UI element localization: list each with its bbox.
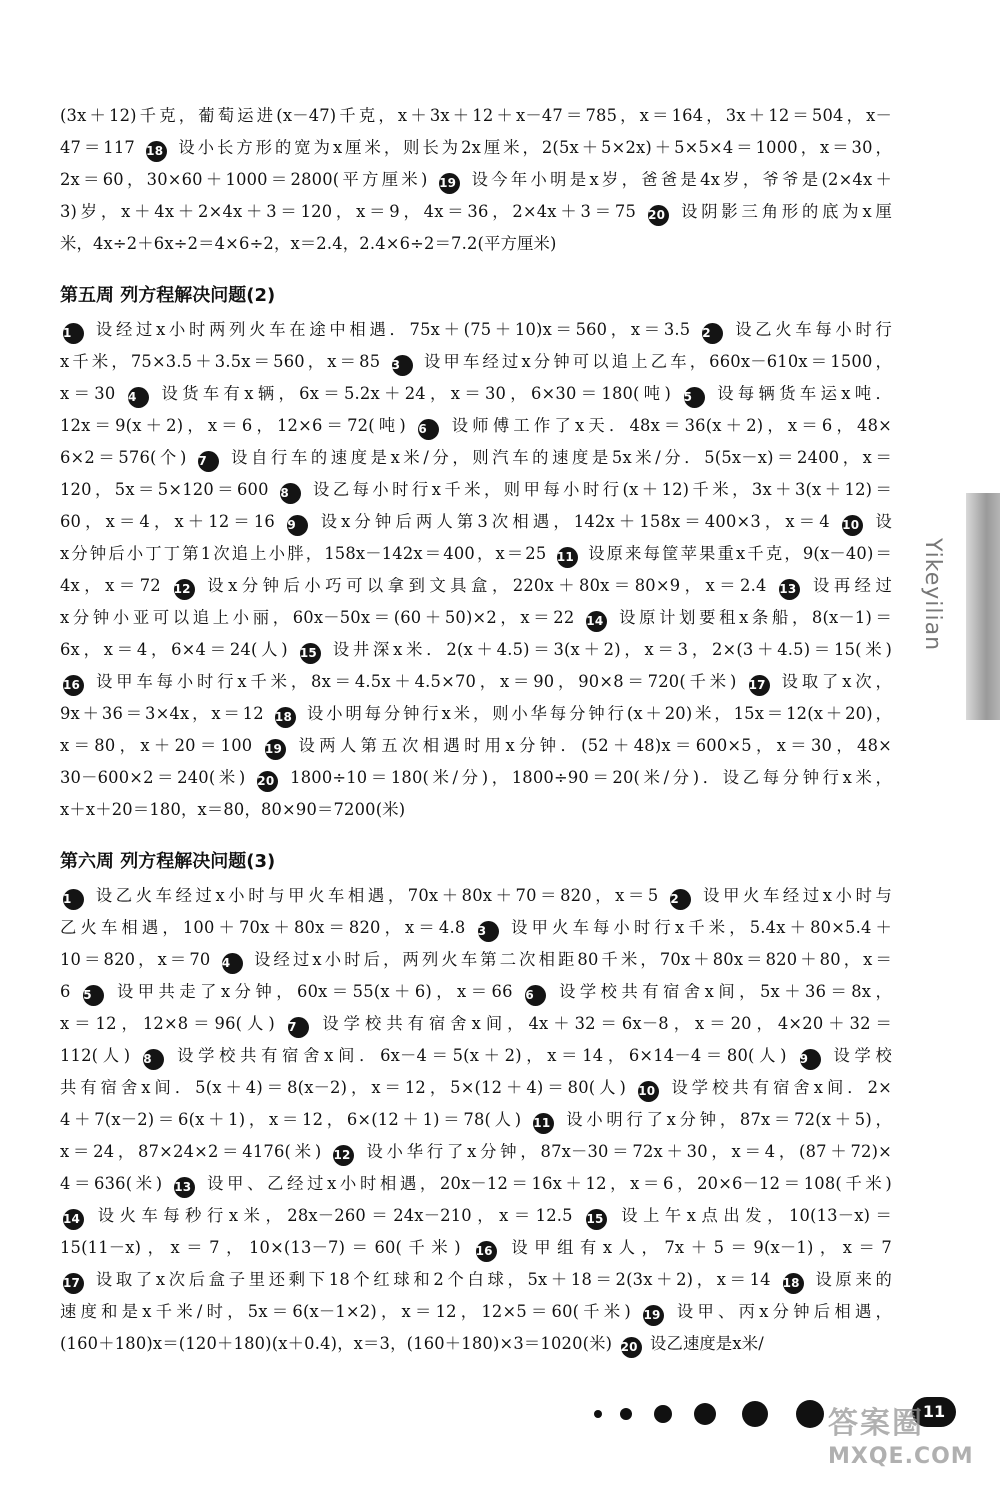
text-line bbox=[60, 1296, 892, 1328]
answer-text: 设甲火车每小时行x千米，5.4x＋80×5.4＋ bbox=[501, 918, 893, 937]
dot-2 bbox=[620, 1408, 632, 1420]
answer-text: 47＝117 bbox=[60, 138, 144, 157]
dot-1 bbox=[594, 1410, 602, 1418]
answer-text: 设 bbox=[866, 512, 893, 531]
text-line bbox=[60, 442, 892, 474]
text-line bbox=[60, 794, 892, 826]
question-number-badge: 4 bbox=[222, 953, 243, 974]
answer-text: 6 bbox=[60, 982, 81, 1001]
answer-text: 设每辆货车运x吨． bbox=[707, 384, 893, 403]
answer-text: x分钟小亚可以追上小丽，60x－50x＝(60＋50)×2，x＝22 bbox=[60, 608, 584, 627]
answer-text: 6×2＝576(个) bbox=[60, 448, 196, 467]
week6-heading: 第六周 列方程解决问题(3) bbox=[60, 851, 276, 872]
text-line bbox=[60, 666, 892, 698]
question-number-badge: 7 bbox=[288, 1017, 309, 1038]
answer-text: 6x，x＝4，6×4＝24(人) bbox=[60, 640, 297, 659]
side-tab bbox=[966, 493, 1000, 720]
answer-text: 设甲组有x人，7x＋5＝9(x－1)，x＝7 bbox=[499, 1238, 892, 1257]
answer-text: x＝24，87×24×2＝4176(米) bbox=[60, 1142, 331, 1161]
answer-text: 设学校共有宿舍x间．6x－4＝5(x＋2)，x＝14，6×14－4＝80(人) bbox=[167, 1046, 797, 1065]
question-number-badge: 2 bbox=[670, 889, 691, 910]
answer-text: 15(11－x)，x＝7，10×(13－7)＝60(千米) bbox=[60, 1238, 473, 1257]
answer-text: 设小明每分钟行x米，则小华每分钟行(x＋20)米，15x＝12(x＋20)， bbox=[298, 704, 892, 723]
answer-text: 设乙火车每小时行 bbox=[726, 320, 893, 339]
answer-text: 60，x＝4，x＋12＝16 bbox=[60, 512, 285, 531]
question-number-badge: 9 bbox=[287, 515, 308, 536]
text-line bbox=[60, 346, 892, 378]
question-number-badge: 6 bbox=[525, 985, 546, 1006]
answer-text: 10＝820，x＝70 bbox=[60, 950, 219, 969]
text-line bbox=[60, 730, 892, 762]
question-number-badge: 19 bbox=[265, 739, 286, 760]
dot-6 bbox=[796, 1400, 824, 1428]
answer-text: 4x，x＝72 bbox=[60, 576, 171, 595]
question-number-badge: 19 bbox=[643, 1305, 664, 1326]
answer-text: 设乙火车经过x小时与甲火车相遇，70x＋80x＋70＝820，x＝5 bbox=[87, 886, 668, 905]
answer-text: 设x分钟后小巧可以拿到文具盒，220x＋80x＝80×9，x＝2.4 bbox=[197, 576, 777, 595]
answer-text: 设火车每秒行x米，28x－260＝24x－210，x＝12.5 bbox=[87, 1206, 584, 1225]
answer-text: 30－600×2＝240(米) bbox=[60, 768, 255, 787]
text-line bbox=[60, 912, 892, 944]
answer-text: 设师傅工作了x天．48x＝36(x＋2)，x＝6，48× bbox=[442, 416, 893, 435]
week5-heading: 第五周 列方程解决问题(2) bbox=[60, 285, 276, 306]
answer-text: 设甲、乙经过x小时相遇，20x－12＝16x＋12，x＝6，20×6－12＝108(千米) bbox=[198, 1174, 892, 1193]
answer-text: 设阴影三角形的底为x厘 bbox=[672, 202, 892, 221]
answer-text: x＝80，x＋20＝100 bbox=[60, 736, 262, 755]
question-number-badge: 1 bbox=[63, 323, 84, 344]
text-line bbox=[60, 1104, 892, 1136]
answer-text: 设上午x点出发，10(13－x)＝ bbox=[610, 1206, 892, 1225]
question-number-badge: 6 bbox=[418, 419, 439, 440]
answer-text: 设自行车的速度是x米/分，则汽车的速度是5x米/分．5(5x－x)＝2400，x＝ bbox=[222, 448, 892, 467]
text-line bbox=[60, 1232, 892, 1264]
answer-text: 设两人第五次相遇时用x分钟．(52＋48)x＝600×5，x＝30，48× bbox=[288, 736, 892, 755]
text-line bbox=[60, 1168, 892, 1200]
dot-3 bbox=[654, 1405, 672, 1423]
text-line bbox=[60, 538, 892, 570]
answer-text: x＝12，12×8＝96(人) bbox=[60, 1014, 286, 1033]
text-line bbox=[60, 228, 892, 260]
question-number-badge: 10 bbox=[842, 515, 863, 536]
text-line bbox=[60, 634, 892, 666]
text-line bbox=[60, 1200, 892, 1232]
answer-text: 设甲火车经过x小时与 bbox=[694, 886, 892, 905]
answer-text: 设学校 bbox=[823, 1046, 892, 1065]
text-line bbox=[60, 196, 892, 228]
answer-text: 4＝636(米) bbox=[60, 1174, 172, 1193]
answer-text: 12x＝9(x＋2)，x＝6，12×6＝72(吨) bbox=[60, 416, 416, 435]
answer-text: 2x＝60，30×60＋1000＝2800(平方厘米) bbox=[60, 170, 437, 189]
dot-5 bbox=[742, 1401, 768, 1427]
answer-text: 设x分钟后两人第3次相遇，142x＋158x＝400×3，x＝4 bbox=[311, 512, 840, 531]
question-number-badge: 4 bbox=[128, 387, 149, 408]
question-number-badge: 12 bbox=[333, 1145, 354, 1166]
text-line bbox=[60, 314, 892, 346]
week5-section bbox=[60, 314, 892, 826]
answer-text: 设甲共走了x分钟，60x＝55(x＋6)，x＝66 bbox=[107, 982, 523, 1001]
answer-content bbox=[60, 100, 892, 1360]
answer-text: 9x＋36＝3×4x，x＝12 bbox=[60, 704, 272, 723]
question-number-badge: 11 bbox=[533, 1113, 554, 1134]
answer-text: 设再经过 bbox=[803, 576, 892, 595]
text-line bbox=[60, 1008, 892, 1040]
text-line bbox=[60, 944, 892, 976]
answer-text: 设学校共有宿舍x间．2× bbox=[662, 1078, 892, 1097]
answer-text: 设小华行了x分钟，87x－30＝72x＋30，x＝4，(87＋72)× bbox=[357, 1142, 892, 1161]
question-number-badge: 14 bbox=[586, 611, 607, 632]
answer-text: 速度和是x千米/时，5x＝6(x－1×2)，x＝12，12×5＝60(千米) bbox=[60, 1302, 641, 1321]
text-line bbox=[60, 164, 892, 196]
side-label: Yikeyilian bbox=[920, 538, 945, 652]
answer-text: (3x＋12)千克，葡萄运进(x－47)千克，x＋3x＋12＋x－47＝785，x＝164，3x＋12＝504，x－ bbox=[60, 106, 892, 125]
answer-text: 设经过x小时两列火车在途中相遇．75x＋(75＋10)x＝560，x＝3.5 bbox=[87, 320, 700, 339]
answer-text: 设今年小明是x岁，爸爸是4x岁，爷爷是(2×4x＋ bbox=[463, 170, 892, 189]
answer-text: 4＋7(x－2)＝6(x＋1)，x＝12，6×(12＋1)＝78(人) bbox=[60, 1110, 531, 1129]
answer-text: 乙火车相遇，100＋70x＋80x＝820，x＝4.8 bbox=[60, 918, 475, 937]
week6-section bbox=[60, 880, 892, 1360]
question-number-badge: 19 bbox=[439, 173, 460, 194]
text-line bbox=[60, 506, 892, 538]
question-number-badge: 1 bbox=[63, 889, 84, 910]
text-line bbox=[60, 602, 892, 634]
question-number-badge: 16 bbox=[476, 1241, 497, 1262]
answer-text: x＝30 bbox=[60, 384, 125, 403]
text-line bbox=[60, 976, 892, 1008]
question-number-badge: 18 bbox=[146, 141, 167, 162]
answer-text: 设取了x次后盒子里还剩下18个红球和2个白球，5x＋18＝2(3x＋2)，x＝14 bbox=[87, 1270, 780, 1289]
answer-text: 1800÷10＝180(米/分)，1800÷90＝20(米/分)．设乙每分钟行x米， bbox=[281, 768, 893, 787]
answer-text: 设取了x次， bbox=[772, 672, 892, 691]
question-number-badge: 3 bbox=[478, 921, 499, 942]
question-number-badge: 17 bbox=[63, 1273, 84, 1294]
answer-text: 设原来每筐苹果重x千克，9(x－40)＝ bbox=[580, 544, 892, 563]
question-number-badge: 8 bbox=[143, 1049, 164, 1070]
answer-text: 设原计划要租x条船，8(x－1)＝ bbox=[610, 608, 893, 627]
answer-text: 设乙速度是x米/ bbox=[644, 1334, 764, 1353]
answer-text: 设学校共有宿舍x间，5x＋36＝8x， bbox=[549, 982, 892, 1001]
text-line bbox=[60, 1264, 892, 1296]
question-number-badge: 13 bbox=[174, 1177, 195, 1198]
answer-text: 设学校共有宿舍x间，4x＋32＝6x－8，x＝20，4×20＋32＝ bbox=[312, 1014, 892, 1033]
answer-text: (160＋180)x＝(120＋180)(x＋0.4)，x＝3，(160＋180)×3＝1020(米) bbox=[60, 1334, 618, 1353]
answer-text: 3)岁，x＋4x＋2×4x＋3＝120，x＝9，4x＝36，2×4x＋3＝75 bbox=[60, 202, 646, 221]
answer-text: 设小明行了x分钟，87x＝72(x＋5)， bbox=[557, 1110, 893, 1129]
text-line bbox=[60, 570, 892, 602]
text-line bbox=[60, 378, 892, 410]
answer-text: 设甲、丙x分钟后相遇， bbox=[667, 1302, 892, 1321]
question-number-badge: 20 bbox=[257, 771, 278, 792]
intro-section bbox=[60, 100, 892, 260]
page-number: 11 bbox=[912, 1397, 956, 1427]
question-number-badge: 20 bbox=[648, 205, 669, 226]
answer-text: 设甲车经过x分钟可以追上乙车，660x－610x＝1500， bbox=[415, 352, 892, 371]
question-number-badge: 18 bbox=[275, 707, 296, 728]
question-number-badge: 11 bbox=[557, 547, 578, 568]
question-number-badge: 18 bbox=[783, 1273, 804, 1294]
question-number-badge: 5 bbox=[83, 985, 104, 1006]
answer-text: 设小长方形的宽为x厘米，则长为2x厘米，2(5x＋5×2x)＋5×5×4＝1000，x＝30， bbox=[170, 138, 892, 157]
question-number-badge: 10 bbox=[638, 1081, 659, 1102]
text-line bbox=[60, 698, 892, 730]
answer-text: 120，5x＝5×120＝600 bbox=[60, 480, 278, 499]
watermark-text: MXQE.COM bbox=[828, 1444, 974, 1469]
question-number-badge: 5 bbox=[684, 387, 705, 408]
text-line bbox=[60, 762, 892, 794]
question-number-badge: 7 bbox=[198, 451, 219, 472]
answer-text: x分钟后小丁丁第1次追上小胖，158x－142x＝400，x＝25 bbox=[60, 544, 554, 563]
question-number-badge: 15 bbox=[300, 643, 321, 664]
text-line bbox=[60, 132, 892, 164]
question-number-badge: 17 bbox=[749, 675, 770, 696]
answer-text: x＋x＋20＝180，x＝80，80×90＝7200(米) bbox=[60, 800, 406, 819]
question-number-badge: 13 bbox=[779, 579, 800, 600]
dot-4 bbox=[694, 1403, 716, 1425]
answer-text: 设甲车每小时行x千米，8x＝4.5x＋4.5×70，x＝90，90×8＝720(千米) bbox=[87, 672, 746, 691]
answer-text: 米，4x÷2＋6x÷2＝4×6÷2，x＝2.4，2.4×6÷2＝7.2(平方厘米) bbox=[60, 234, 557, 253]
answer-text: 112(人) bbox=[60, 1046, 141, 1065]
question-number-badge: 9 bbox=[800, 1049, 821, 1070]
answer-text: 设井深x米．2(x＋4.5)＝3(x＋2)，x＝3，2×(3＋4.5)＝15(米) bbox=[323, 640, 892, 659]
watermark-mark: 答案圈 bbox=[828, 1406, 924, 1441]
text-line bbox=[60, 100, 892, 132]
text-line bbox=[60, 474, 892, 506]
text-line bbox=[60, 1040, 892, 1072]
answer-text: 设经过x小时后，两列火车第二次相距80千米，70x＋80x＝820＋80，x＝ bbox=[245, 950, 892, 969]
question-number-badge: 14 bbox=[63, 1209, 84, 1230]
answer-text: 设乙每小时行x千米，则甲每小时行(x＋12)千米，3x＋3(x＋12)＝ bbox=[304, 480, 892, 499]
question-number-badge: 12 bbox=[174, 579, 195, 600]
watermark bbox=[828, 1398, 978, 1484]
text-line bbox=[60, 1072, 892, 1104]
question-number-badge: 2 bbox=[702, 323, 723, 344]
answer-text: x千米，75×3.5＋3.5x＝560，x＝85 bbox=[60, 352, 389, 371]
text-line bbox=[60, 1328, 892, 1360]
text-line bbox=[60, 880, 892, 912]
question-number-badge: 15 bbox=[586, 1209, 607, 1230]
question-number-badge: 3 bbox=[392, 355, 413, 376]
text-line bbox=[60, 410, 892, 442]
question-number-badge: 16 bbox=[63, 675, 84, 696]
answer-text: 设原来的 bbox=[806, 1270, 892, 1289]
answer-text: 共有宿舍x间．5(x＋4)＝8(x－2)，x＝12，5×(12＋4)＝80(人) bbox=[60, 1078, 636, 1097]
answer-text: 设货车有x辆，6x＝5.2x＋24，x＝30，6×30＝180(吨) bbox=[151, 384, 681, 403]
question-number-badge: 20 bbox=[621, 1337, 642, 1358]
text-line bbox=[60, 1136, 892, 1168]
question-number-badge: 8 bbox=[280, 483, 301, 504]
